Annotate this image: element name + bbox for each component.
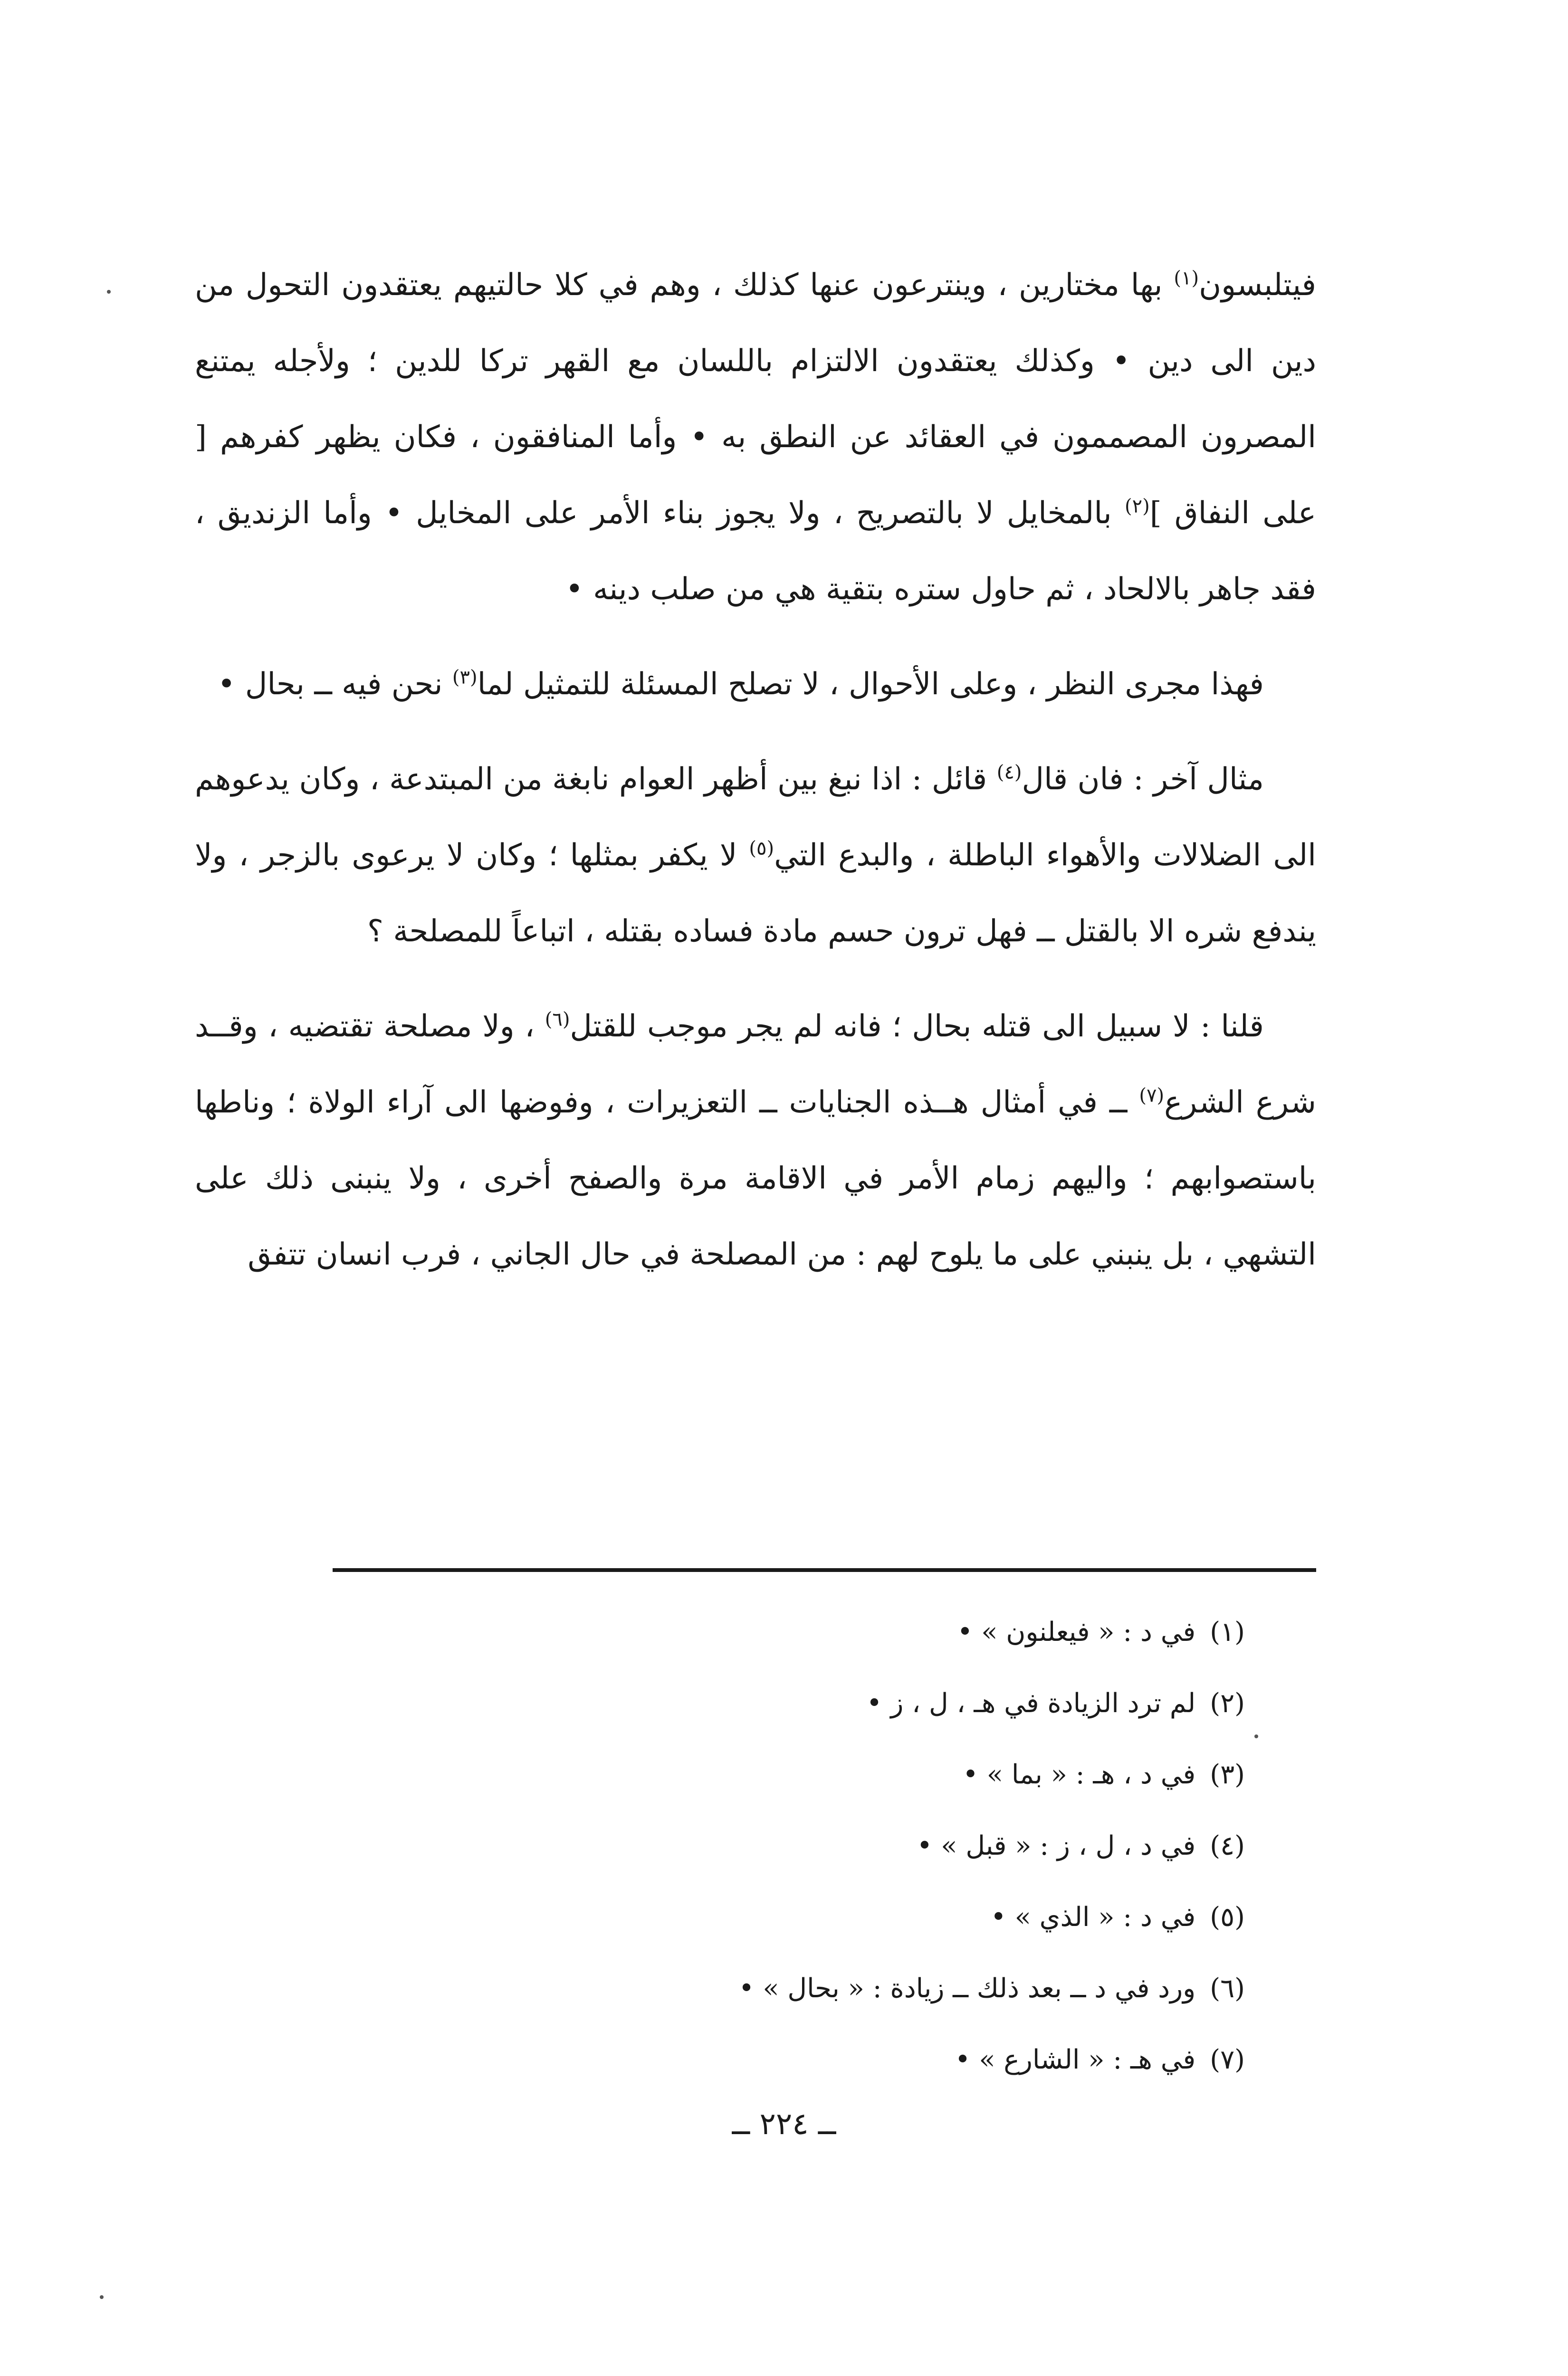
footnote-number: (٦) (1210, 1973, 1245, 2004)
footnote-item (342, 1811, 1245, 1882)
footnote-text: لم ترد الزيادة في هـ ، ل ، ز • (866, 1688, 1196, 1719)
paragraph (195, 646, 1316, 722)
footnote-item (342, 1953, 1245, 2024)
footnote-text: في د : « الذي » • (990, 1902, 1196, 1933)
paragraph-text: بها مختارين ، وينترعون عنها كذلك ، وهم في كلا حالتيهم يعتقدون التحول من دين الى دين • وكذلك يعتقدون الالتزام باللسان مع القهر تركا للدين ؛ ولأجله يمتنع المصرون المصممون في العقائد عن النطق به • وأما المنافقون ، فكان يظهر كفرهم [ على النفاق ] (195, 268, 1317, 531)
paragraph (195, 247, 1316, 627)
footnote-marker: (٧) (1139, 1084, 1165, 1107)
footnote-item (342, 1597, 1245, 1668)
footnote-separator-rule (333, 1568, 1316, 1572)
page-number: ــ ٢٢٤ ــ (732, 2107, 836, 2142)
footnote-marker: (٢) (1124, 495, 1150, 517)
paragraph-text: فهذا مجرى النظر ، وعلى الأحوال ، لا تصلح المسئلة للتمثيل لما (477, 667, 1264, 702)
paragraph-text: مثال آخر : فان قال (1022, 762, 1264, 797)
footnotes-list (342, 1597, 1245, 2096)
paragraph (195, 988, 1316, 1293)
footnote-number: (١) (1210, 1617, 1245, 1648)
footnote-number: (٢) (1210, 1688, 1245, 1719)
footnote-text: في د ، هـ : « بما » • (962, 1759, 1196, 1790)
footnote-item (342, 2024, 1245, 2096)
scan-speck (107, 290, 111, 294)
footnote-text: في هـ : « الشارع » • (955, 2044, 1196, 2075)
footnote-text: في د ، ل ، ز : « قبل » • (917, 1830, 1196, 1861)
paragraph-text: قلنا : لا سبيل الى قتله بحال ؛ فانه لم يجر موجب للقتل (570, 1009, 1264, 1044)
paragraph-text: قائل : اذا نبغ بين أظهر العوام نابغة من المبتدعة ، وكان يدعوهم الى الضلالات والأهواء الباطلة ، والبدع التي (195, 762, 1317, 873)
paragraph-text: ــ في أمثال هــذه الجنايات ــ التعزيرات ، وفوضها الى آراء الولاة ؛ وناطها باستصوابهم ؛ واليهم زمام الأمر في الاقامة مرة والصفح أخرى ، ولا ينبنى ذلك على التشهي ، بل ينبني على ما يلوح لهم : من المصلحة في حال الجاني ، فرب انسان تتفق (195, 1085, 1316, 1272)
footnote-text: ورد في د ــ بعد ذلك ــ زيادة : « بحال » • (738, 1973, 1196, 2004)
paragraph-text: فيتلبسون (1199, 268, 1316, 303)
footnote-item (342, 1739, 1245, 1811)
footnote-marker: (٥) (749, 837, 774, 860)
footnote-number: (٤) (1210, 1830, 1245, 1861)
footnote-item (342, 1882, 1245, 1953)
paragraph-text: بالمخايل لا بالتصريح ، ولا يجوز بناء الأمر على المخايل • وأما الزنديق ، فقد جاهر بالالحاد ، ثم حاول ستره بتقية هي من صلب دينه • (195, 496, 1316, 607)
paragraph-text: ، ولا مصلحة تقتضيه ، وقــد شرع الشرع (195, 1009, 1317, 1120)
footnote-text: في د : « فيعلنون » • (957, 1617, 1196, 1648)
scan-speck (100, 2295, 104, 2299)
paragraph (195, 741, 1316, 969)
footnote-number: (٥) (1210, 1902, 1245, 1933)
paragraph-text: لا يكفر بمثلها ؛ وكان لا يرعوى بالزجر ، ولا يندفع شره الا بالقتل ــ فهل ترون حسم مادة فساده بقتله ، اتباعاً للمصلحة ؟ (195, 838, 1316, 949)
footnote-marker: (٤) (996, 761, 1022, 784)
footnote-item (342, 1668, 1245, 1739)
footnote-number: (٣) (1210, 1759, 1245, 1790)
footnote-marker: (٣) (452, 666, 478, 689)
footnote-marker: (١) (1174, 267, 1199, 289)
paragraph-text: نحن فيه ــ بحال • (217, 667, 452, 702)
main-text (195, 247, 1316, 1293)
footnote-number: (٧) (1210, 2044, 1245, 2075)
footnote-marker: (٦) (545, 1008, 570, 1031)
scan-speck (1254, 1734, 1258, 1738)
